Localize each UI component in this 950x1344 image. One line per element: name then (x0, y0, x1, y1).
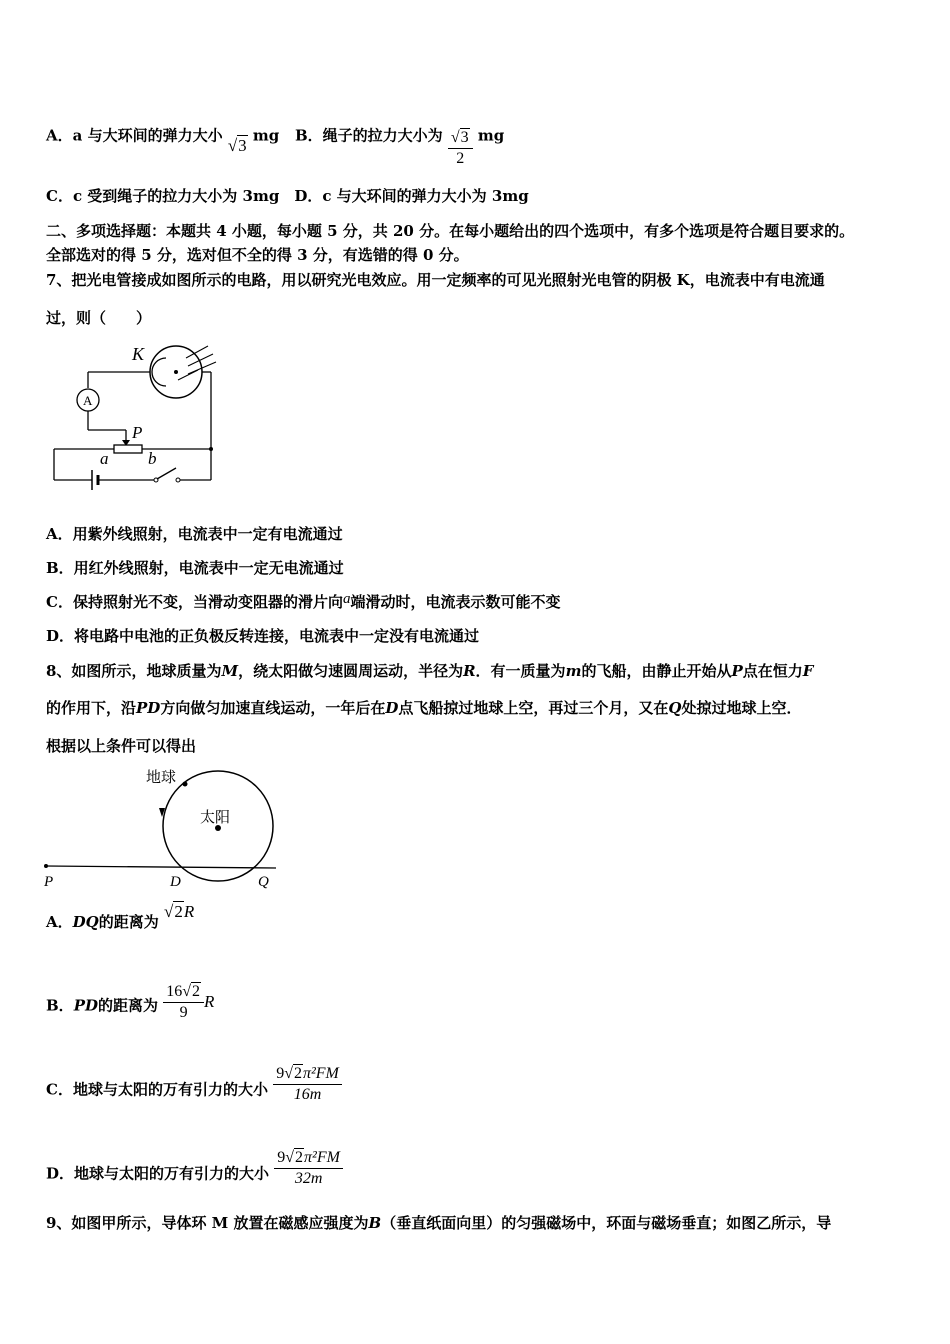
q8-stem-line-1: 8、如图所示，地球质量为M，绕太阳做匀速圆周运动，半径为R．有一质量为m的飞船，由静止开始从P点在恒力F (46, 662, 814, 680)
label-b: b (148, 449, 157, 468)
label-A: A (83, 393, 93, 408)
fraction-gravity-32m: $\frac{\text{9√2π²FM}}{32m}$ (274, 1148, 343, 1189)
q8-stem-line-2: 的作用下，沿PD方向做匀加速直线运动，一年后在D点飞船掠过地球上空，再过三个月，又在Q处掠过地球上空． (46, 699, 802, 717)
label-P: P (132, 423, 143, 442)
q7-option-d: D．将电路中电池的正负极反转连接，电流表中一定没有电流通过 (46, 627, 480, 645)
switch (157, 468, 176, 479)
photoelectric-circuit-figure (48, 340, 223, 495)
label-earth: 地球 (146, 770, 177, 786)
fraction-gravity-16m: $\frac{\text{9√2π²FM}}{16m}$ (273, 1064, 342, 1105)
q7-option-b: B．用红外线照射，电流表中一定无电流通过 (46, 559, 344, 577)
label-D: D (170, 874, 181, 890)
section-2-heading-line-2: 全部选对的得 5 分，选对但不全的得 3 分，有选错的得 0 分。 (46, 246, 469, 264)
q7-stem-line-1: 7、把光电管接成如图所示的电路，用以研究光电效应。用一定频率的可见光照射光电管的阴极 K，电流表中有电流通 (46, 271, 825, 289)
q7-option-a: A．用紫外线照射，电流表中一定有电流通过 (46, 525, 343, 543)
label-a: a (100, 449, 109, 468)
label-Q: Q (258, 874, 269, 890)
rheostat (114, 445, 142, 453)
q6-option-a-b: A．a 与大环间的弹力大小 √3 mg B．绳子的拉力大小为 $\frac{√3}{2}$ mg (46, 126, 505, 167)
sqrt-3-a: √3 (227, 135, 247, 155)
fraction-sqrt3-over-2: $\frac{√3}{2}$ (448, 128, 473, 169)
q8-option-b: B．PD的距离为 $\frac{16√2}{9}$ R (46, 983, 215, 1021)
q7-stem-line-2: 过，则（ ） (46, 309, 152, 327)
q8-stem-line-3: 根据以上条件可以得出 (46, 737, 197, 755)
section-2-heading-line-1: 二、多项选择题：本题共 4 小题，每小题 5 分，共 20 分。在每小题给出的四个选项中，有多个选项是符合题目要求的。 (46, 222, 855, 240)
q8-option-a: A．DQ的距离为 √2R (46, 902, 195, 931)
q9-stem-line-1: 9、如图甲所示，导体环 M 放置在磁感应强度为B（垂直纸面向里）的匀强磁场中，环面与磁场垂直；如图乙所示，导 (46, 1214, 832, 1232)
q7-option-c: C．保持照射光不变，当滑动变阻器的滑片向a端滑动时，电流表示数可能不变 (46, 591, 561, 611)
q8-option-d: D．地球与太阳的万有引力的大小 $\frac{\text{9√2π²FM}}{32m}$ (46, 1154, 343, 1195)
earth (183, 782, 188, 787)
label-K: K (132, 344, 145, 364)
earth-orbit-figure (40, 762, 280, 892)
label-P: P (44, 874, 54, 890)
path-line-PQ (46, 866, 276, 868)
q6-option-c-d: C．c 受到绳子的拉力大小为 3mg D．c 与大环间的弹力大小为 3mg (46, 187, 529, 205)
label-sun: 太阳 (200, 810, 231, 826)
q8-option-c: C．地球与太阳的万有引力的大小 $\frac{\text{9√2π²FM}}{16m}$ (46, 1070, 342, 1111)
fraction-16sqrt2-over-9: $\frac{16√2}{9}$ (163, 982, 204, 1023)
